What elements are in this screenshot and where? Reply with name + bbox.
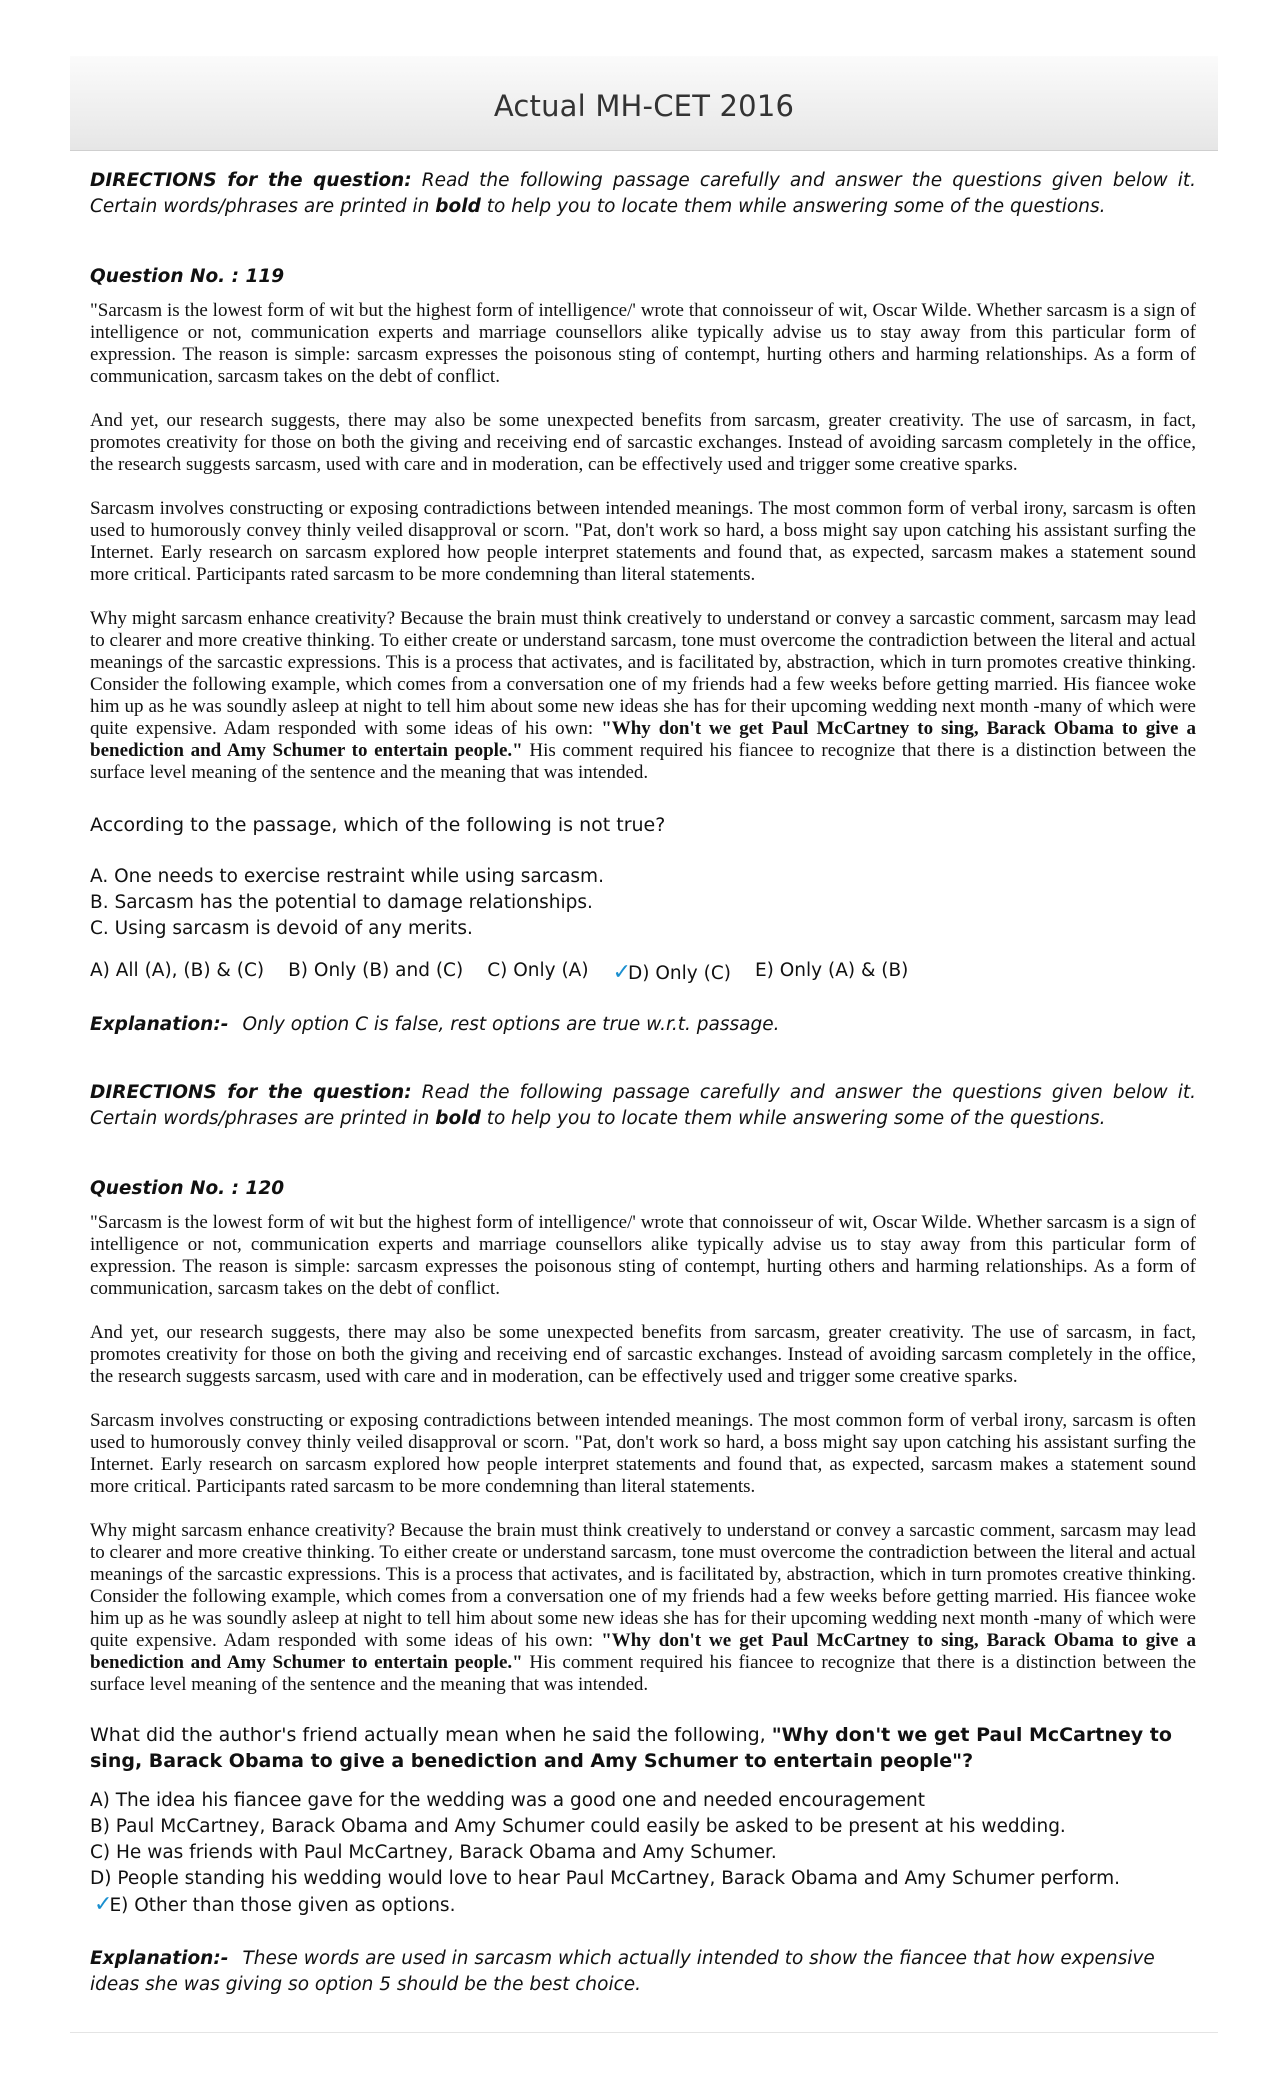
option-b[interactable]: B) Paul McCartney, Barack Obama and Amy Schumer could easily be asked to be present at his wedding. [90,1816,1066,1837]
passage-paragraph: Why might sarcasm enhance creativity? Because the brain must think creatively to understand or convey a sarcastic comment, sarcasm may lead to clearer and more creative thinking. To either create or understand sarcasm, tone must overcome the contradiction between the literal and actual meanings of the sarcastic expressions. This is a process that activates, and is facilitated by, abstraction, which in turn promotes creative thinking. Consider the following example, which comes from a conversation one of my friends had a few weeks before getting married. His fiancee woke him up as he was soundly asleep at night to tell him about some new ideas she has for their upcoming wedding next month -many of which were quite expensive. Adam responded with some ideas of his own: "Why don't we get Paul McCartney to sing, Barack Obama to give a benediction and Amy Schumer to entertain people." His comment required his fiancee to recognize that there is a distinction between the surface level meaning of the sentence and the meaning that was intended. [90,1520,1197,1695]
checkmark-icon: ✓ [94,1892,113,1917]
q119-directions [90,168,1196,220]
passage-paragraph: "Sarcasm is the lowest form of wit but the highest form of intelligence/' wrote that connoisseur of wit, Oscar Wilde. Whether sarcasm is a sign of intelligence or not, communication experts and marriage counsellors alike typically advise us to stay away from this particular form of expression. The reason is simple: sarcasm expresses the poisonous sting of contempt, hurting others and harming relationships. As a form of communication, sarcasm takes on the debt of conflict. [90,300,1196,387]
explanation-text: Only option C is false, rest options are true w.r.t. passage. [242,1014,780,1035]
statement: C. Using sarcasm is devoid of any merits. [90,918,473,939]
q120-directions [90,1080,1196,1132]
option-c[interactable]: C) Only (A) [487,960,589,981]
passage-paragraph: Why might sarcasm enhance creativity? Because the brain must think creatively to understand or convey a sarcastic comment, sarcasm may lead to clearer and more creative thinking. To either create or understand sarcasm, tone must overcome the contradiction between the literal and actual meanings of the sarcastic expressions. This is a process that activates, and is facilitated by, abstraction, which in turn promotes creative thinking. Consider the following example, which comes from a conversation one of my friends had a few weeks before getting married. His fiancee woke him up as he was soundly asleep at night to tell him about some new ideas she has for their upcoming wedding next month -many of which were quite expensive. Adam responded with some ideas of his own: "Why don't we get Paul McCartney to sing, Barack Obama to give a benediction and Amy Schumer to entertain people." His comment required his fiancee to recognize that there is a distinction between the surface level meaning of the sentence and the meaning that was intended. [90,608,1197,783]
q119-question [90,812,1196,838]
q119-passage [90,300,1196,806]
question-number: Question No. : 119 [90,266,285,287]
option-d-correct[interactable]: ✓D) Only (C) [612,960,731,985]
option-d[interactable]: D) People standing his wedding would love to hear Paul McCartney, Barack Obama and Amy Schumer perform. [90,1868,1121,1889]
option-e[interactable]: E) Only (A) & (B) [754,960,909,981]
q120-number [90,1178,1196,1199]
directions-bold: bold [435,196,481,217]
passage-paragraph: "Sarcasm is the lowest form of wit but the highest form of intelligence/' wrote that connoisseur of wit, Oscar Wilde. Whether sarcasm is a sign of intelligence or not, communication experts and marriage counsellors alike typically advise us to stay away from this particular form of expression. The reason is simple: sarcasm expresses the poisonous sting of contempt, hurting others and harming relationships. As a form of communication, sarcasm takes on the debt of conflict. [90,1212,1196,1299]
footer-divider [70,2032,1218,2033]
option-b[interactable]: B) Only (B) and (C) [288,960,464,981]
passage-paragraph: And yet, our research suggests, there may also be some unexpected benefits from sarcasm, greater creativity. The use of sarcasm, in fact, promotes creativity for those on both the giving and receiving end of sarcastic exchanges. Instead of avoiding sarcasm completely in the office, the research suggests sarcasm, used with care and in moderation, can be effectively used and trigger some creative sparks. [90,1322,1196,1387]
directions-bold: bold [435,1108,481,1129]
q119-number [90,266,1196,287]
directions-text-end: to help you to locate them while answering some of the questions. [480,196,1106,217]
statement: B. Sarcasm has the potential to damage relationships. [90,892,593,913]
option-c[interactable]: C) He was friends with Paul McCartney, Barack Obama and Amy Schumer. [90,1842,777,1863]
directions-text: Read the following passage carefully and answer the questions given below it. Certain words/phrases are printed in [90,1082,1197,1129]
q119-statements [90,864,1196,942]
page-title: Actual MH-CET 2016 [493,89,795,123]
option-e-correct[interactable]: ✓E) Other than those given as options. [94,1892,456,1917]
question-number: Question No. : 120 [90,1178,285,1199]
passage-paragraph: Sarcasm involves constructing or exposing contradictions between intended meanings. The most common form of verbal irony, sarcasm is often used to humorously convey thinly veiled disapproval or scorn. "Pat, don't work so hard, a boss might say upon catching his assistant surfing the Internet. Early research on sarcasm explored how people interpret statements and found that, as expected, sarcasm makes a statement sound more critical. Participants rated sarcasm to be more condemning than literal statements. [90,1410,1196,1497]
statement: A. One needs to exercise restraint while using sarcasm. [90,866,604,887]
question-text: According to the passage, which of the following is not true? [90,814,666,836]
directions-label: DIRECTIONS for the question: [90,1082,412,1103]
page-header [70,56,1218,151]
q120-options [90,1788,1196,1919]
directions-label: DIRECTIONS for the question: [90,170,412,191]
directions-text: Read the following passage carefully and answer the questions given below it. Certain words/phrases are printed in [90,170,1197,217]
q120-question [90,1722,1196,1774]
option-a[interactable]: A) The idea his fiancee gave for the wedding was a good one and needed encouragement [90,1790,925,1811]
passage-paragraph: And yet, our research suggests, there may also be some unexpected benefits from sarcasm, greater creativity. The use of sarcasm, in fact, promotes creativity for those on both the giving and receiving end of sarcastic exchanges. Instead of avoiding sarcasm completely in the office, the research suggests sarcasm, used with care and in moderation, can be effectively used and trigger some creative sparks. [90,410,1196,475]
q120-passage [90,1212,1196,1718]
checkmark-icon: ✓ [612,960,631,985]
explanation-label: Explanation:- [90,1014,229,1035]
passage-paragraph: Sarcasm involves constructing or exposing contradictions between intended meanings. The most common form of verbal irony, sarcasm is often used to humorously convey thinly veiled disapproval or scorn. "Pat, don't work so hard, a boss might say upon catching his assistant surfing the Internet. Early research on sarcasm explored how people interpret statements and found that, as expected, sarcasm makes a statement sound more critical. Participants rated sarcasm to be more condemning than literal statements. [90,498,1196,585]
explanation-text: These words are used in sarcasm which actually intended to show the fiancee that how expensive ideas she was giving so option 5 should be the best choice. [90,1948,1155,1995]
q119-explanation [90,1012,1196,1038]
directions-text-end: to help you to locate them while answering some of the questions. [480,1108,1106,1129]
question-text: What did the author's friend actually mean when he said the following, "Why don't we get Paul McCartney to sing, Barack Obama to give a benediction and Amy Schumer to entertain people"? [90,1724,1172,1772]
q119-options [90,960,1196,985]
option-a[interactable]: A) All (A), (B) & (C) [90,960,265,981]
q120-explanation [90,1946,1196,1998]
explanation-label: Explanation:- [90,1948,229,1969]
